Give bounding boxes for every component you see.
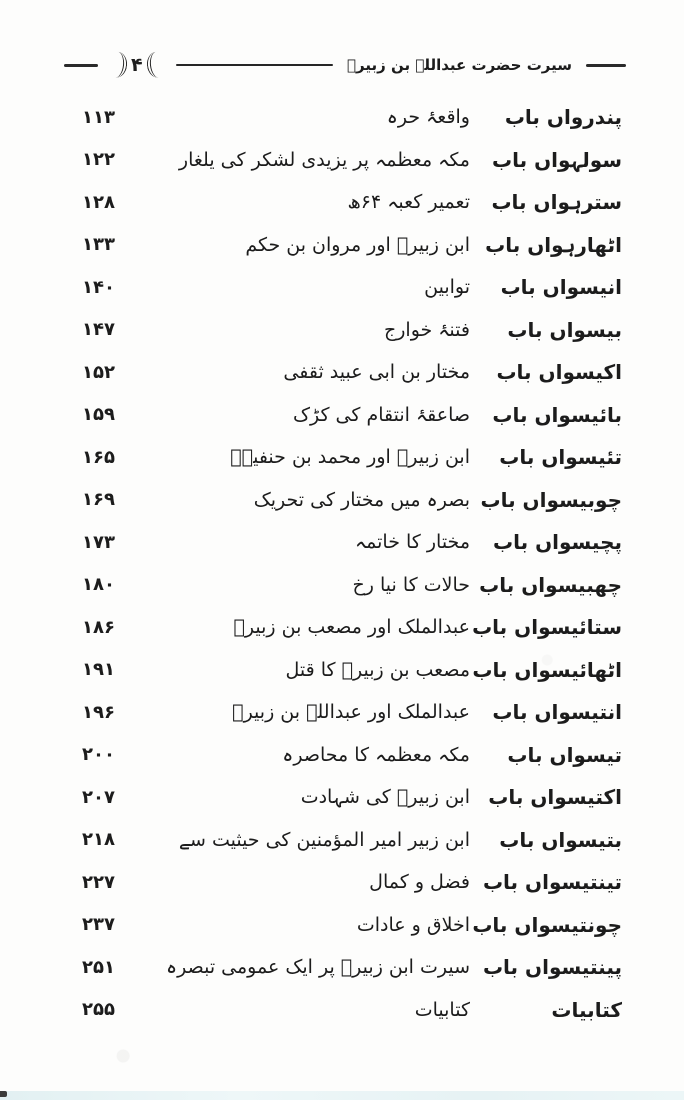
chapter-page-number: ۲۱۸ <box>82 829 115 851</box>
chapter-page-number: ۱۹۱ <box>82 659 115 681</box>
header-rule <box>176 64 333 67</box>
chapter-page-number: ۱۶۹ <box>82 489 115 511</box>
toc-row <box>0 776 684 819</box>
chapter-title: مختار کا خاتمہ <box>355 531 470 554</box>
chapter-title: مختار بن ابی عبید ثقفی <box>283 361 470 384</box>
chapter-title: حالات کا نیا رخ <box>352 573 470 596</box>
page-header <box>0 44 684 86</box>
chapter-title: توابین <box>424 276 470 299</box>
ornate-bracket-icon <box>145 51 163 78</box>
chapter-page-number: ۱۴۰ <box>82 276 115 298</box>
toc-row <box>0 139 684 182</box>
chapter-label: سترہواں باب <box>491 190 622 215</box>
toc-row <box>0 606 684 649</box>
toc-row <box>0 989 684 1032</box>
page-number: ۴ <box>131 54 143 76</box>
toc-row <box>0 181 684 224</box>
chapter-page-number: ۲۳۷ <box>82 914 115 936</box>
ornate-bracket-icon <box>111 51 129 78</box>
scan-edge-artifact <box>0 1091 684 1100</box>
chapter-title: سیرت ابنِ زبیرؓ پر ایک عمومی تبصرہ <box>166 956 470 979</box>
chapter-label: کتابیات <box>551 997 622 1022</box>
page-number-ornament <box>112 52 162 78</box>
chapter-label: اکتیسواں باب <box>488 785 622 810</box>
chapter-label: اٹھائیسواں باب <box>472 657 622 682</box>
chapter-label: بتیسواں باب <box>499 827 622 852</box>
chapter-page-number: ۲۵۱ <box>82 956 115 978</box>
toc-row <box>0 521 684 564</box>
chapter-page-number: ۲۲۷ <box>82 871 115 893</box>
toc-row <box>0 351 684 394</box>
chapter-title: فضل و کمال <box>369 871 470 894</box>
toc-row <box>0 861 684 904</box>
toc-row <box>0 904 684 947</box>
chapter-label: انیسواں باب <box>500 275 622 300</box>
chapter-title: ابنِ زبیرؓ کی شہادت <box>300 786 470 809</box>
chapter-label: اکیسواں باب <box>496 360 622 385</box>
toc-row <box>0 691 684 734</box>
header-right-dash <box>586 64 626 67</box>
toc-row <box>0 96 684 139</box>
chapter-page-number: ۲۵۵ <box>82 999 115 1021</box>
chapter-title: عبدالملک اور عبداللہ بن زبیرؓ <box>232 701 470 724</box>
scan-corner-mark <box>0 1091 7 1097</box>
chapter-page-number: ۲۰۰ <box>82 744 115 766</box>
chapter-label: تیسواں باب <box>507 742 622 767</box>
chapter-page-number: ۱۴۷ <box>82 319 115 341</box>
toc-row <box>0 734 684 777</box>
chapter-page-number: ۱۲۲ <box>82 149 115 171</box>
toc-row <box>0 309 684 352</box>
chapter-label: بائیسواں باب <box>492 402 622 427</box>
chapter-title: ابنِ زبیرؓ اور مروان بن حکم <box>245 233 470 256</box>
chapter-title: کتابیات <box>414 998 470 1021</box>
header-left-dash <box>64 64 98 67</box>
chapter-title: فتنۂ خوارج <box>383 318 470 341</box>
chapter-label: چھبیسواں باب <box>479 572 622 597</box>
toc-row <box>0 819 684 862</box>
chapter-page-number: ۲۰۷ <box>82 786 115 808</box>
chapter-label: سولہواں باب <box>492 147 622 172</box>
chapter-title: اخلاق و عادات <box>356 913 470 936</box>
chapter-label: اٹھارہواں باب <box>485 232 622 257</box>
toc-row <box>0 649 684 692</box>
toc-list <box>0 96 684 1031</box>
chapter-title: واقعۂ حرہ <box>386 106 470 129</box>
chapter-page-number: ۱۵۲ <box>82 361 115 383</box>
chapter-page-number: ۱۳۳ <box>82 234 115 256</box>
chapter-title: ابنِ زبیر امیر المؤمنین کی حیثیت سے <box>178 828 470 851</box>
chapter-page-number: ۱۸۰ <box>82 574 115 596</box>
chapter-label: انتیسواں باب <box>492 700 622 725</box>
chapter-label: تئیسواں باب <box>499 445 622 470</box>
chapter-page-number: ۱۸۶ <box>82 616 115 638</box>
toc-row <box>0 564 684 607</box>
chapter-title: مکہ معظمہ کا محاصرہ <box>282 743 470 766</box>
chapter-label: پندرواں باب <box>504 105 622 130</box>
chapter-title: ابنِ زبیرؓ اور محمد بن حنفیہؓ <box>230 446 470 469</box>
toc-row <box>0 946 684 989</box>
chapter-page-number: ۱۲۸ <box>82 191 115 213</box>
chapter-label: پچیسواں باب <box>493 530 622 555</box>
chapter-page-number: ۱۷۳ <box>82 531 115 553</box>
chapter-title: صاعقۂ انتقام کی کڑک <box>292 403 470 426</box>
book-title: سیرت حضرت عبداللہ بن زبیرؓ <box>347 56 572 74</box>
chapter-title: مکہ معظمہ پر یزیدی لشکر کی یلغار <box>178 148 470 171</box>
chapter-title: عبدالملک اور مصعب بن زبیرؓ <box>233 616 470 639</box>
toc-row <box>0 224 684 267</box>
chapter-label: بیسواں باب <box>507 317 622 342</box>
toc-row <box>0 436 684 479</box>
chapter-page-number: ۱۱۳ <box>82 106 115 128</box>
chapter-label: چونتیسواں باب <box>472 912 622 937</box>
chapter-page-number: ۱۹۶ <box>82 701 115 723</box>
chapter-label: ستائیسواں باب <box>472 615 622 640</box>
toc-row <box>0 479 684 522</box>
chapter-page-number: ۱۵۹ <box>82 404 115 426</box>
chapter-title: تعمیر کعبہ ۶۴ھ <box>347 191 470 214</box>
chapter-label: چوبیسواں باب <box>480 487 622 512</box>
toc-row <box>0 394 684 437</box>
chapter-title: مصعب بن زبیرؓ کا قتل <box>285 658 470 681</box>
toc-row <box>0 266 684 309</box>
chapter-title: بصرہ میں مختار کی تحریک <box>253 488 470 511</box>
chapter-page-number: ۱۶۵ <box>82 446 115 468</box>
chapter-label: پینتیسواں باب <box>482 955 622 980</box>
chapter-label: تینتیسواں باب <box>482 870 622 895</box>
